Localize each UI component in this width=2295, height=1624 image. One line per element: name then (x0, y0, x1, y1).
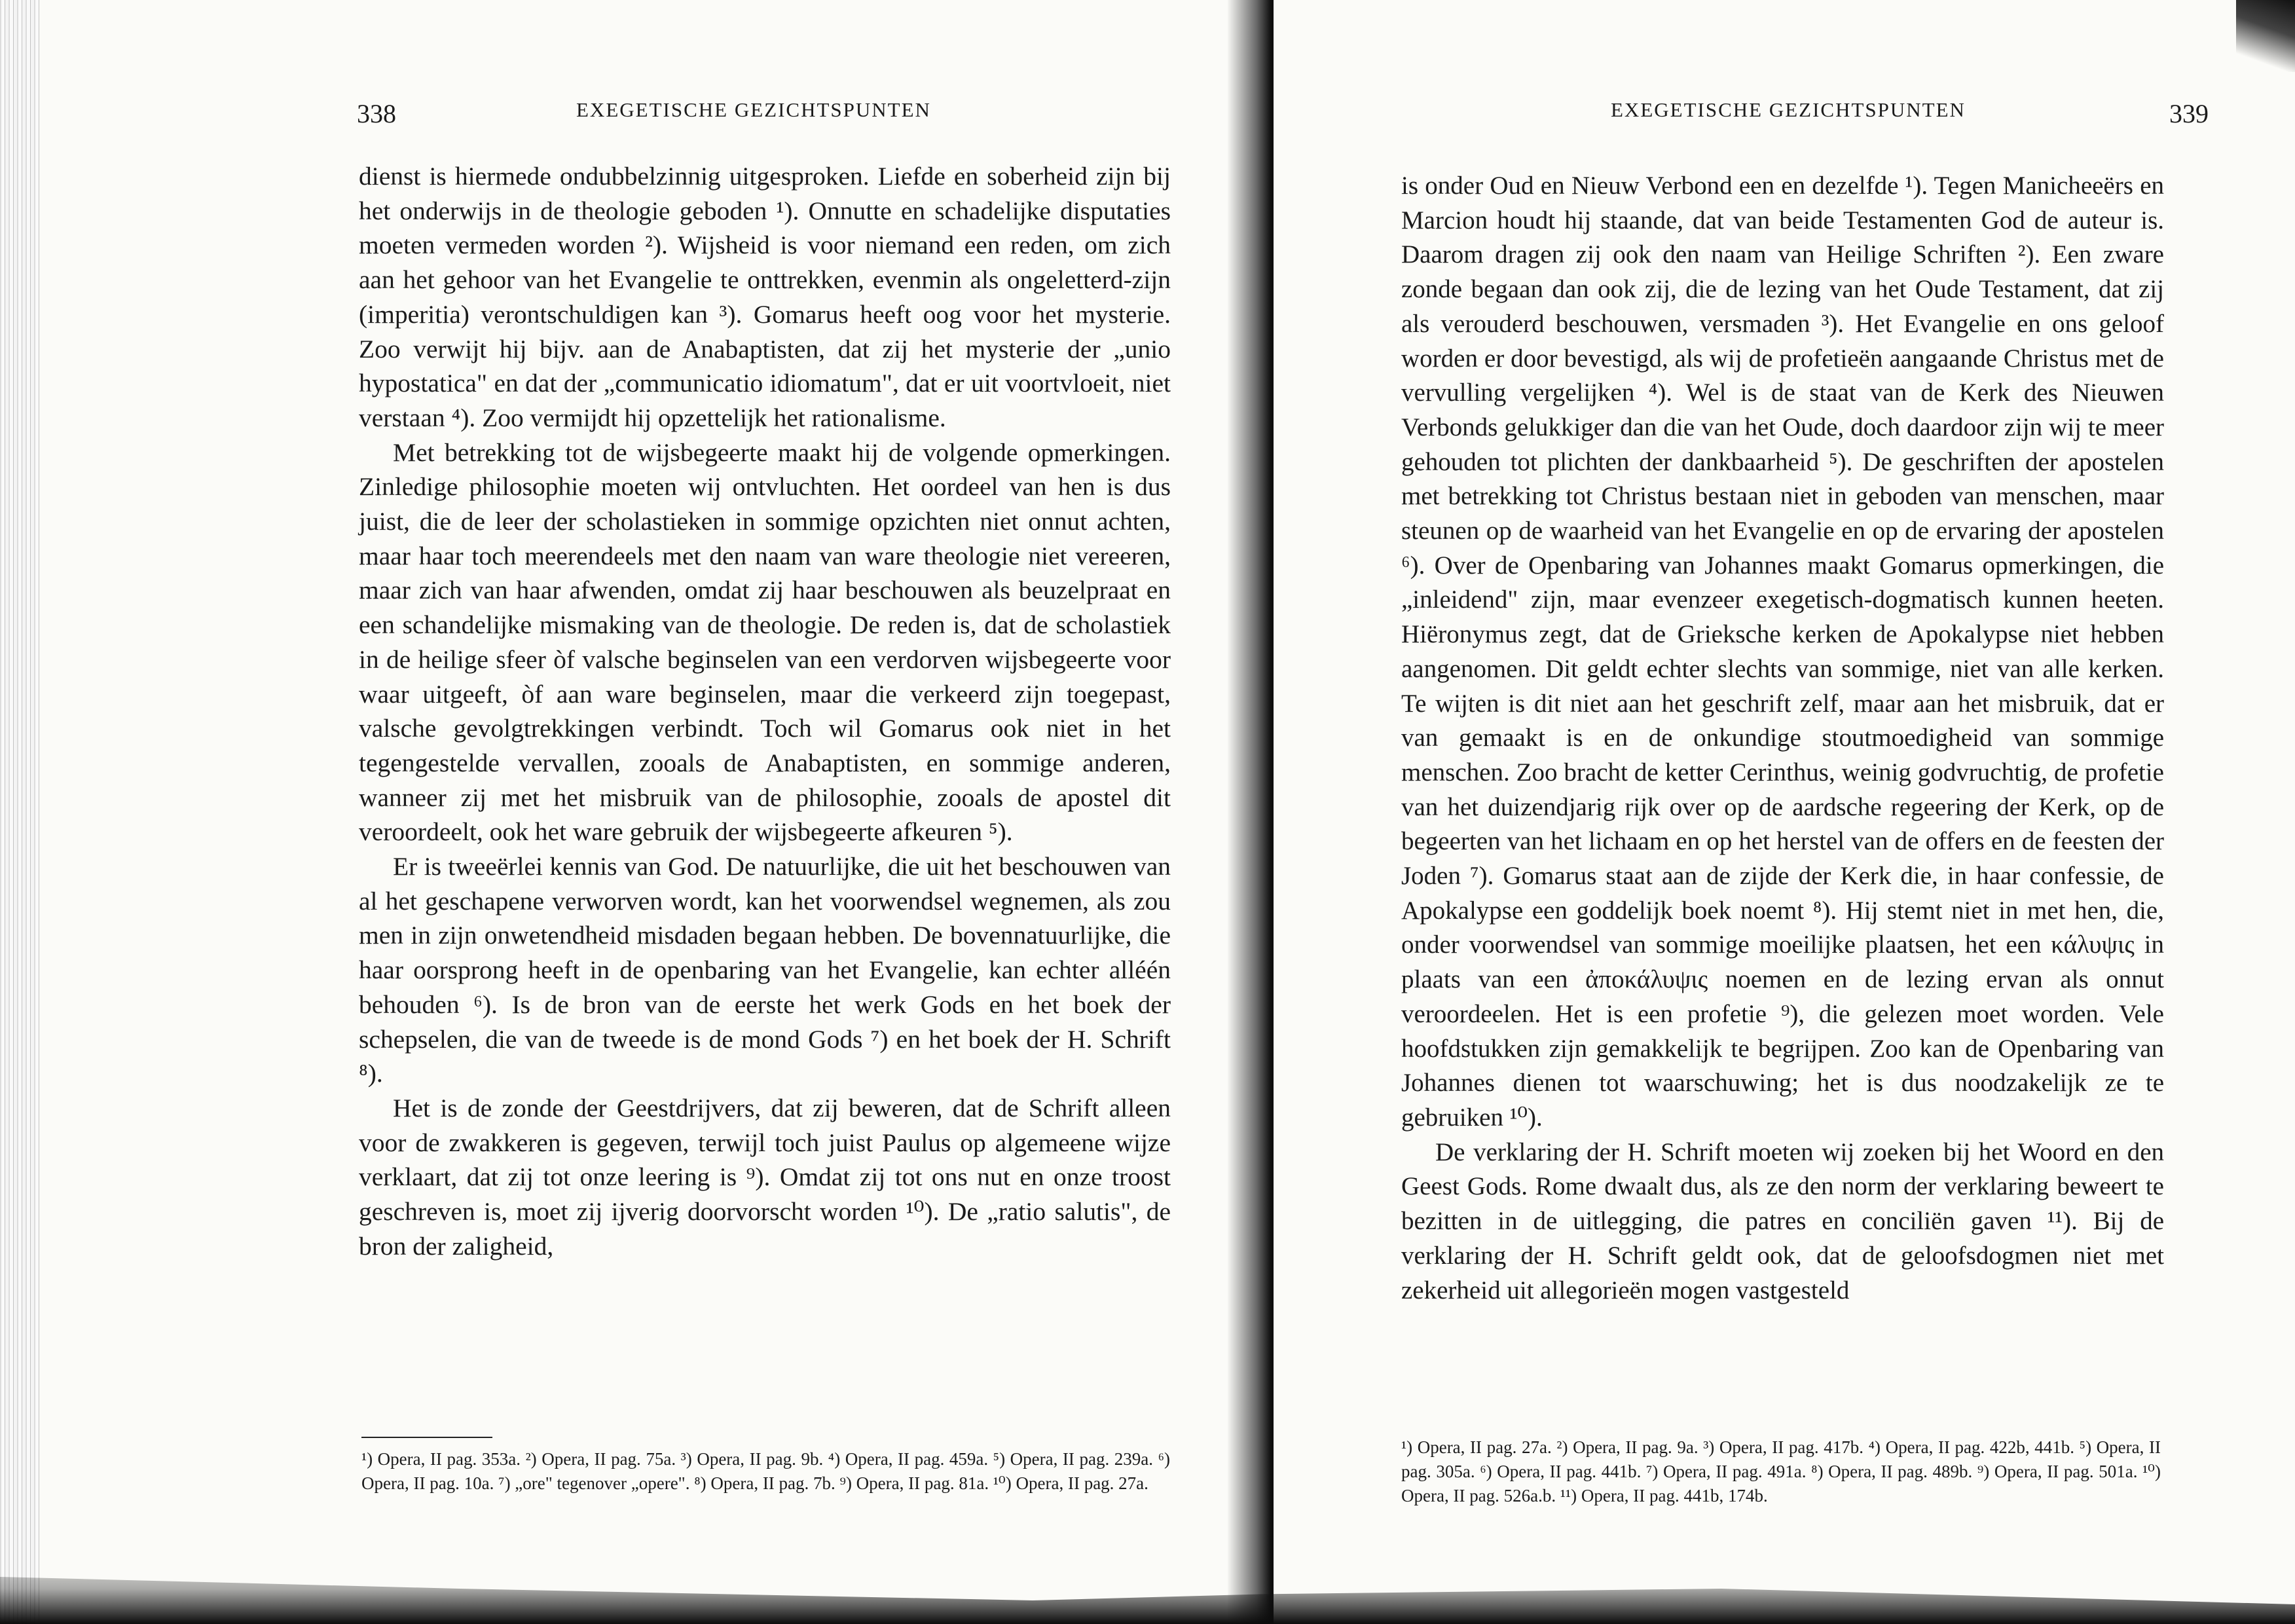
paragraph: Het is de zonde der Geestdrijvers, dat zij beweren, dat de Schrift alleen voor de zwakkeren is gegeven, terwijl toch juist Paulus op algemeene wijze verklaart, dat zij tot onze leering is ⁹). Omdat zij tot ons nut en onze troost geschreven is, moet zij ijverig doorvorscht worden ¹⁰). De „ratio salutis", de bron der zaligheid, (359, 1093, 1171, 1261)
paragraph: Er is tweeërlei kennis van God. De natuurlijke, die uit het beschouwen van al het geschapene verworven wordt, kan het voorwendsel wegnemen, als zou men in zijn onwetendheid misdaden begaan hebben. De bovennatuurlijke, die haar oorsprong heeft in de openbaring van het Evangelie, kan echter alléén behouden ⁶). Is de bron van de eerste het werk Gods en het boek der schepselen, die van de tweede is de mond Gods ⁷) en het boek der H. Schrift ⁸). (359, 852, 1171, 1088)
running-head: EXEGETISCHE GEZICHTSPUNTEN (1611, 98, 1966, 121)
paragraph: De verklaring der H. Schrift moeten wij zoeken bij het Woord en den Geest Gods. Rome dwaalt dus, als ze den norm der verklaring beweert te bezitten in de uitlegging, die patres en conciliën gaven ¹¹). Bij de verklaring der H. Schrift geldt ook, dat de geloofsdogmen niet met zekerheid uit allegorieën mogen vastgesteld (1401, 1137, 2164, 1304)
footnotes: ¹) Opera, II pag. 27a. ²) Opera, II pag. 9a. ³) Opera, II pag. 417b. ⁴) Opera, II pag. 422b, 441b. ⁵) Opera, II pag. 305a. ⁶) Opera, II pag. 441b. ⁷) Opera, II pag. 491a. ⁸) Opera, II pag. 489b. ⁹) Opera, II pag. 501a. ¹⁰) Opera, II pag. 526a.b. ¹¹) Opera, II pag. 441b, 174b. (1401, 1437, 2161, 1505)
body-text (359, 159, 1171, 1264)
page-stack-edge (0, 0, 39, 1624)
body-text (1401, 169, 2164, 1308)
footnotes: ¹) Opera, II pag. 353a. ²) Opera, II pag. 75a. ³) Opera, II pag. 9b. ⁴) Opera, II pag. 459a. ⁵) Opera, II pag. 239a. ⁶) Opera, II pag. 10a. ⁷) „ore" tegenover „opere". ⁸) Opera, II pag. 7b. ⁹) Opera, II pag. 81a. ¹⁰) Opera, II pag. 27a. (361, 1449, 1170, 1493)
page-number: 338 (357, 99, 396, 128)
running-head: EXEGETISCHE GEZICHTSPUNTEN (576, 98, 931, 121)
paragraph: is onder Oud en Nieuw Verbond een en dezelfde ¹). Tegen Manicheeërs en Marcion houdt hij staande, dat van beide Testamenten God de auteur is. Daarom dragen zij ook den naam van Heilige Schriften ²). Een zware zonde begaan dan ook zij, die de lezing van het Oude Testament, dat zij als verouderd beschouwen, versmaden ³). Het Evangelie en ons geloof worden er door bevestigd, als wij de profetieën aangaande Christus met de vervulling vergelijken ⁴). Wel is de staat van de Kerk des Nieuwen Verbonds gelukkiger dan die van het Oude, doch daardoor zijn wij te meer gehouden tot plichten der dankbaarheid ⁵). De geschriften der apostelen met betrekking tot Christus bestaan niet in geboden van menschen, maar steunen op de waarheid van het Evangelie en op de ervaring der apostelen ⁶). Over de Openbaring van Johannes maakt Gomarus opmerkingen, die „inleidend" zijn, maar evenzeer exegetisch-dogmatisch kunnen heeten. Hiëronymus zegt, dat de Grieksche kerken de Apokalypse niet hebben aangenomen. Dit geldt echter slechts van sommige, niet van alle kerken. Te wijten is dit niet aan het geschrift zelf, maar aan het misbruik, dat er van gemaakt is en de onkundige stoutmoedigheid van sommige menschen. Zoo bracht de ketter Cerinthus, weinig godvruchtig, de profetie van het duizendjarig rijk over op de aardsche regeering der Kerk, op de begeerten van het lichaam en op het herstel van de offers en de feesten der Joden ⁷). Gomarus staat aan de zijde der Kerk die, in haar confessie, de Apokalypse een goddelijk boek noemt ⁸). Hij stemt niet in met hen, die, onder voorwendsel van sommige moeilijke plaatsen, het een κάλυψις in plaats van een ἀποκάλυψις noemen en de lezing ervan als onnut veroordeelen. Het is een profetie ⁹), die gelezen moet worden. Vele hoofdstukken zijn gemakkelijk te begrijpen. Zoo kan de Openbaring van Johannes dienen tot waarschuwing; het is dus noodzakelijk ze te gebruiken ¹⁰). (1401, 172, 2164, 1132)
right-page (1274, 0, 2295, 1624)
scan-corner-mark (2236, 0, 2295, 72)
paragraph: dienst is hiermede ondubbelzinnig uitgesproken. Liefde en soberheid zijn bij het onderwijs in de theologie geboden ¹). Onnutte en schadelijke disputaties moeten vermeden worden ²). Wijsheid is voor niemand een reden, om zich aan het gehoor van het Evangelie te onttrekken, evenmin als ongeletterd-zijn (imperitia) verontschuldigen kan ³). Gomarus heeft oog voor het mysterie. Zoo verwijt hij bijv. aan de Anabaptisten, dat zij het mysterie der „unio hypostatica" en dat der „communicatio idiomatum", dat er uit voortvloeit, niet verstaan ⁴). Zoo vermijdt hij opzettelijk het rationalisme. (359, 162, 1171, 432)
footnote-rule (361, 1437, 492, 1438)
page-number: 339 (2169, 99, 2209, 128)
paragraph: Met betrekking tot de wijsbegeerte maakt hij de volgende opmerkingen. Zinledige philosophie moeten wij ontvluchten. Het oordeel van hen is dus juist, die de leer der scholastieken in sommige opzichten niet onnut achten, maar haar toch meerendeels met den naam van ware theologie niet vereeren, maar zich van haar afwenden, omdat zij haar beschouwen als beuzelpraat en een schandelijke mismaking van de theologie. De reden is, dat de scholastiek in de heilige sfeer òf valsche beginselen van een verdorven wijsbegeerte voor waar uitgeeft, òf aan ware beginselen, maar die verkeerd zijn toegepast, valsche gevolgtrekkingen verbindt. Toch wil Gomarus ook niet in het tegengestelde vervallen, zooals de Anabaptisten, en sommige anderen, wanneer zij met het misbruik van de philosophie, zooals de apostel dit veroordeelt, ook het ware gebruik der wijsbegeerte afkeuren ⁵). (359, 437, 1171, 847)
